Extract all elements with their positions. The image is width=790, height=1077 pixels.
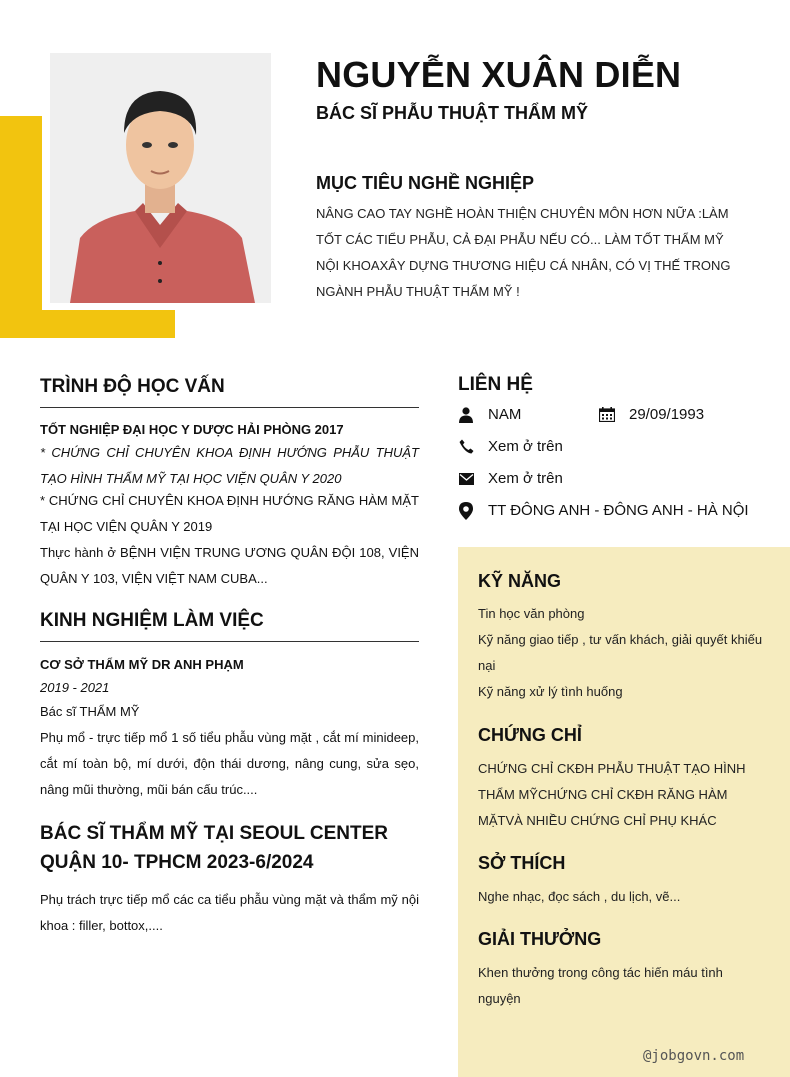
skill-item: Tin học văn phòng (478, 606, 585, 621)
hobbies-heading: SỞ THÍCH (478, 853, 566, 873)
experience-heading: KINH NGHIỆM LÀM VIỆC (40, 610, 264, 631)
contact-gender-value: NAM (488, 406, 522, 423)
awards-heading: GIẢI THƯỞNG (478, 929, 602, 949)
profile-photo (50, 53, 271, 303)
decorative-accent-bar (0, 310, 175, 338)
contact-address (458, 502, 749, 519)
objective-text: NÂNG CAO TAY NGHỀ HOÀN THIỆN CHUYÊN MÔN HƠN NỮA :LÀM TỐT CÁC TIỂU PHẪU, CẢ ĐẠI PHẪU NẾU CÓ... LÀM TỐT THẨM MỸ NỘI KHOAXÂY DỰNG THƯƠNG HIỆU CÁ NHÂN, CÓ VỊ THẾ TRONG NGÀNH PHẪU THUẬT THẨM MỸ ! (316, 206, 731, 299)
experience-job-title: BÁC SĨ THẨM MỸ TẠI SEOUL CENTER QUẬN 10- TPHCM 2023-6/2024 (40, 823, 388, 873)
mail-icon (458, 471, 474, 487)
education-certificate: * CHỨNG CHỈ CHUYÊN KHOA ĐỊNH HƯỚNG RĂNG HÀM MẶT TẠI HỌC VIỆN QUÂN Y 2019 (40, 493, 419, 534)
hobbies-text: Nghe nhạc, đọc sách , du lịch, vẽ... (478, 889, 681, 904)
candidate-name: NGUYỄN XUÂN DIỄN (316, 54, 682, 95)
certificates-heading: CHỨNG CHỈ (478, 725, 582, 745)
contact-gender (458, 406, 521, 423)
watermark: @jobgovn.com (643, 1048, 745, 1064)
experience-description: Phụ mổ - trực tiếp mổ 1 số tiểu phẫu vùng mặt , cắt mí minideep, cắt mí toàn bộ, mí dưới, độn thái dương, nâng cung, sửa sẹo, nâng mũi thường, mũi bán cấu trúc.... (40, 730, 419, 797)
decorative-accent-bar (0, 116, 42, 338)
experience-company: CƠ SỞ THẨM MỸ DR ANH PHẠM (40, 657, 244, 672)
experience-description: Phụ trách trực tiếp mổ các ca tiểu phẫu vùng mặt và thẩm mỹ nội khoa : filler, bottox,.... (40, 892, 419, 933)
certificates-text: CHỨNG CHỈ CKĐH PHẪU THUẬT TẠO HÌNH THẨM MỸCHỨNG CHỈ CKĐH RĂNG HÀM MẶTVÀ NHIỀU CHỨNG CHỈ PHỤ KHÁC (478, 761, 746, 828)
awards-text: Khen thưởng trong công tác hiến máu tình nguyện (478, 965, 723, 1006)
contact-phone (458, 438, 563, 455)
section-divider (40, 641, 419, 642)
skill-item: Kỹ năng xử lý tình huống (478, 684, 623, 699)
contact-heading: LIÊN HỆ (458, 374, 533, 395)
education-heading: TRÌNH ĐỘ HỌC VẤN (40, 376, 225, 397)
skill-item: Kỹ năng giao tiếp , tư vấn khách, giải quyết khiếu nại (478, 632, 763, 673)
contact-phone-value: Xem ở trên (488, 438, 563, 455)
contact-email (458, 470, 563, 487)
skills-heading: KỸ NĂNG (478, 571, 562, 591)
calendar-icon (599, 407, 615, 423)
education-practice: Thực hành ở BỆNH VIỆN TRUNG ƯƠNG QUÂN ĐỘI 108, VIỆN QUÂN Y 103, VIỆN VIỆT NAM CUBA... (40, 545, 419, 586)
education-school: TỐT NGHIỆP ĐẠI HỌC Y DƯỢC HẢI PHÒNG 2017 (40, 422, 344, 437)
contact-dob-value: 29/09/1993 (629, 406, 705, 423)
experience-period: 2019 - 2021 (40, 680, 110, 695)
location-pin-icon (458, 503, 474, 519)
phone-icon (458, 439, 474, 455)
contact-dob (599, 406, 704, 423)
contact-address-value: TT ĐÔNG ANH - ĐÔNG ANH - HÀ NỘI (488, 502, 749, 519)
contact-email-value: Xem ở trên (488, 470, 563, 487)
objective-heading: MỤC TIÊU NGHỀ NGHIỆP (316, 173, 535, 193)
experience-role: Bác sĩ THẨM MỸ (40, 704, 140, 719)
education-certificate: * CHỨNG CHỈ CHUYÊN KHOA ĐỊNH HƯỚNG PHẪU THUẬT TẠO HÌNH THẨM MỸ TẠI HỌC VIỆN QUÂN Y 2020 (40, 445, 419, 486)
candidate-job-title: BÁC SĨ PHẪU THUẬT THẨM MỸ (316, 103, 588, 123)
person-icon (458, 407, 474, 423)
section-divider (40, 407, 419, 408)
